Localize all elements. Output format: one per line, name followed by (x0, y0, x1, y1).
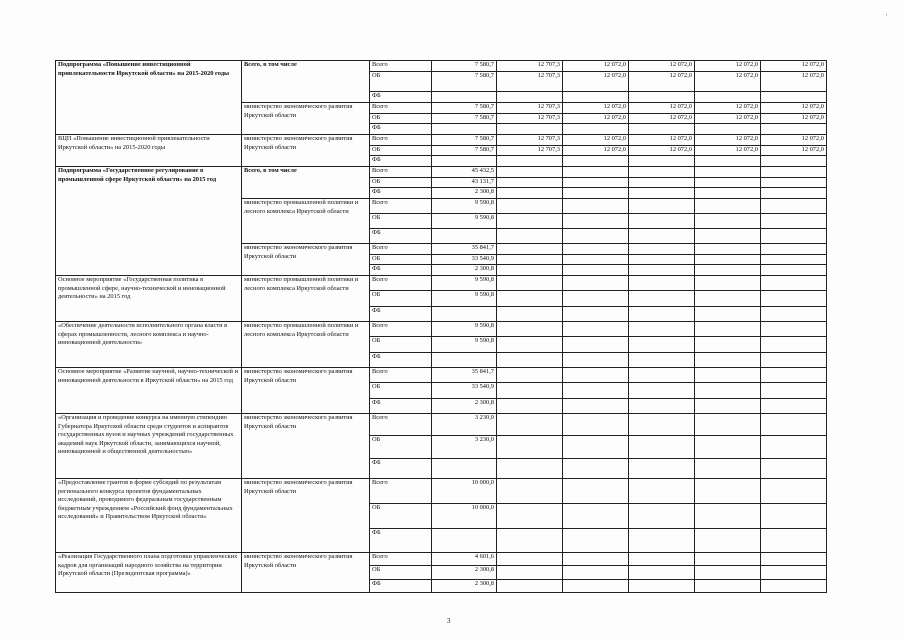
amount-cell (629, 459, 695, 479)
amount-cell (563, 124, 629, 135)
amount-cell (629, 580, 695, 593)
amount-cell (761, 276, 827, 291)
amount-cell (629, 368, 695, 383)
amount-cell (695, 504, 761, 529)
amount-cell: 9 590,8 (432, 199, 497, 214)
amount-cell (497, 188, 563, 199)
amount-cell (497, 265, 563, 276)
amount-cell (695, 188, 761, 199)
amount-cell (761, 459, 827, 479)
amount-cell (695, 459, 761, 479)
amount-cell (761, 322, 827, 337)
amount-cell (497, 337, 563, 353)
amount-cell (563, 580, 629, 593)
program-name-cell: Подпрограмма «Государственное регулирование в промышленной сфере Иркутской области» на 2015 год (56, 167, 242, 276)
amount-cell: 7 580,7 (432, 146, 497, 156)
amount-cell: 12 072,0 (695, 146, 761, 156)
amount-cell: 4 601,6 (432, 553, 497, 566)
amount-cell (497, 504, 563, 529)
amount-cell (629, 199, 695, 214)
budget-source-cell: ОБ (370, 291, 432, 307)
amount-cell (497, 322, 563, 337)
table-row (56, 167, 827, 178)
budget-source-cell: Всего (370, 322, 432, 337)
amount-cell (761, 399, 827, 414)
amount-cell: 12 707,3 (497, 135, 563, 146)
amount-cell: 12 072,0 (629, 135, 695, 146)
amount-cell (761, 580, 827, 593)
amount-cell (695, 156, 761, 167)
budget-source-cell: Всего (370, 167, 432, 178)
amount-cell (761, 229, 827, 244)
executor-cell: министерство экономического развития Иркутской области (242, 135, 370, 167)
amount-cell (695, 383, 761, 399)
amount-cell (695, 307, 761, 322)
budget-source-cell: Всего (370, 135, 432, 146)
amount-cell (563, 459, 629, 479)
amount-cell (432, 307, 497, 322)
amount-cell: 9 590,8 (432, 337, 497, 353)
amount-cell (563, 529, 629, 553)
amount-cell (761, 92, 827, 103)
executor-cell: министерство экономического развития Иркутской области (242, 479, 370, 553)
amount-cell (761, 436, 827, 459)
amount-cell (563, 255, 629, 265)
amount-cell: 12 072,0 (563, 72, 629, 92)
amount-cell: 12 072,0 (695, 61, 761, 72)
amount-cell (497, 353, 563, 368)
amount-cell (497, 214, 563, 229)
amount-cell (563, 307, 629, 322)
amount-cell: 7 580,7 (432, 114, 497, 124)
amount-cell (497, 529, 563, 553)
amount-cell: 12 707,3 (497, 103, 563, 114)
amount-cell: 9 590,8 (432, 214, 497, 229)
amount-cell (432, 529, 497, 553)
amount-cell (563, 553, 629, 566)
amount-cell (497, 291, 563, 307)
amount-cell (629, 188, 695, 199)
budget-source-cell: ОБ (370, 72, 432, 92)
amount-cell (629, 244, 695, 255)
budget-source-cell: Всего (370, 61, 432, 72)
amount-cell: 12 072,0 (761, 103, 827, 114)
amount-cell (563, 188, 629, 199)
table-row (56, 368, 827, 383)
amount-cell: 10 000,0 (432, 479, 497, 504)
budget-source-cell: Всего (370, 276, 432, 291)
amount-cell: 12 072,0 (695, 103, 761, 114)
amount-cell (497, 307, 563, 322)
amount-cell (629, 566, 695, 580)
amount-cell: 7 580,7 (432, 135, 497, 146)
amount-cell: 12 072,0 (563, 135, 629, 146)
amount-cell: 35 841,7 (432, 244, 497, 255)
budget-source-cell: ФБ (370, 529, 432, 553)
amount-cell: 10 000,0 (432, 504, 497, 529)
amount-cell (432, 229, 497, 244)
amount-cell (563, 156, 629, 167)
amount-cell: 12 707,3 (497, 114, 563, 124)
amount-cell (629, 124, 695, 135)
amount-cell (563, 322, 629, 337)
amount-cell (695, 124, 761, 135)
amount-cell (563, 368, 629, 383)
amount-cell: 12 072,0 (695, 135, 761, 146)
amount-cell: 2 300,8 (432, 580, 497, 593)
amount-cell (629, 353, 695, 368)
amount-cell: 12 072,0 (629, 61, 695, 72)
budget-source-cell: Всего (370, 244, 432, 255)
budget-source-cell: ФБ (370, 353, 432, 368)
amount-cell (629, 479, 695, 504)
amount-cell (695, 353, 761, 368)
budget-source-cell: Всего (370, 553, 432, 566)
amount-cell: 12 072,0 (761, 146, 827, 156)
page-number: 3 (447, 617, 451, 625)
program-name-cell: «Реализация Государственного плана подготовки управленческих кадров для организаций народного хозяйства на территории Иркутской области (Президентская программа)» (56, 553, 242, 593)
table-row (56, 61, 827, 72)
budget-source-cell: Всего (370, 103, 432, 114)
amount-cell (629, 265, 695, 276)
amount-cell (695, 436, 761, 459)
amount-cell (629, 383, 695, 399)
amount-cell (629, 229, 695, 244)
amount-cell: 2 300,8 (432, 399, 497, 414)
amount-cell: 3 230,0 (432, 414, 497, 436)
budget-source-cell: ФБ (370, 156, 432, 167)
amount-cell: 12 072,0 (761, 114, 827, 124)
amount-cell (629, 307, 695, 322)
amount-cell: 2 300,8 (432, 265, 497, 276)
program-name-cell: Подпрограмма «Повышение инвестиционной привлекательности Иркутской области» на 2015-2020 годы (56, 61, 242, 135)
amount-cell (629, 414, 695, 436)
executor-cell: министерство промышленной политики и лесного комплекса Иркутской области (242, 322, 370, 368)
amount-cell (695, 92, 761, 103)
amount-cell (761, 353, 827, 368)
amount-cell (629, 92, 695, 103)
amount-cell (695, 178, 761, 188)
executor-cell: министерство экономического развития Иркутской области (242, 244, 370, 276)
program-name-cell: «Обеспечение деятельности исполнительного органа власти в сферах промышленности, лесного комплекса и научно-инновационной деятельности» (56, 322, 242, 368)
amount-cell (432, 353, 497, 368)
amount-cell (761, 124, 827, 135)
budget-source-cell: ФБ (370, 92, 432, 103)
amount-cell (497, 399, 563, 414)
table-row (56, 414, 827, 436)
executor-cell: министерство экономического развития Иркутской области (242, 553, 370, 593)
amount-cell (695, 229, 761, 244)
amount-cell (629, 553, 695, 566)
amount-cell (563, 265, 629, 276)
amount-cell (761, 156, 827, 167)
amount-cell (761, 265, 827, 276)
amount-cell (695, 265, 761, 276)
budget-source-cell: ОБ (370, 255, 432, 265)
amount-cell: 7 580,7 (432, 103, 497, 114)
budget-source-cell: ОБ (370, 146, 432, 156)
amount-cell (761, 529, 827, 553)
amount-cell: 12 072,0 (563, 103, 629, 114)
amount-cell (497, 276, 563, 291)
amount-cell (563, 399, 629, 414)
amount-cell (761, 244, 827, 255)
amount-cell (761, 214, 827, 229)
executor-cell: министерство промышленной политики и лесного комплекса Иркутской области (242, 199, 370, 244)
amount-cell (497, 566, 563, 580)
amount-cell: 12 072,0 (629, 72, 695, 92)
amount-cell (761, 307, 827, 322)
amount-cell: 12 707,3 (497, 72, 563, 92)
budget-source-cell: ФБ (370, 580, 432, 593)
budget-source-cell: Всего (370, 368, 432, 383)
executor-cell: министерство экономического развития Иркутской области (242, 103, 370, 135)
amount-cell (629, 504, 695, 529)
amount-cell (761, 167, 827, 178)
table-row (56, 479, 827, 504)
amount-cell (497, 479, 563, 504)
amount-cell: 33 540,9 (432, 383, 497, 399)
amount-cell (629, 322, 695, 337)
amount-cell (629, 178, 695, 188)
amount-cell (761, 553, 827, 566)
program-name-cell: ВЦП «Повышение инвестиционной привлекательности Иркутской области» на 2015-2020 годы (56, 135, 242, 167)
budget-source-cell: ФБ (370, 307, 432, 322)
budget-source-cell: ОБ (370, 178, 432, 188)
amount-cell (761, 383, 827, 399)
budget-source-cell: ОБ (370, 504, 432, 529)
amount-cell: 12 707,3 (497, 146, 563, 156)
amount-cell (629, 529, 695, 553)
amount-cell (563, 244, 629, 255)
executor-cell: министерство промышленной политики и лесного комплекса Иркутской области (242, 276, 370, 322)
table-row (56, 322, 827, 337)
amount-cell: 2 300,8 (432, 188, 497, 199)
amount-cell (563, 199, 629, 214)
executor-cell: министерство экономического развития Иркутской области (242, 368, 370, 414)
amount-cell (563, 337, 629, 353)
amount-cell (695, 291, 761, 307)
program-name-cell: «Организация и проведение конкурса на именную стипендию Губернатора Иркутской области среди студентов и аспирантов государственных вузов и научных учреждений государственных академий наук Иркутской области, занимающихся научной, инновационной и общественной деятельностью» (56, 414, 242, 479)
amount-cell (629, 167, 695, 178)
amount-cell (497, 199, 563, 214)
amount-cell: 12 072,0 (629, 114, 695, 124)
budget-source-cell: Всего (370, 414, 432, 436)
amount-cell (563, 436, 629, 459)
amount-cell (761, 368, 827, 383)
program-name-cell: Основное мероприятие «Развитие научной, научно-технической и инновационной деятельности в Иркутской области» на 2015 год (56, 368, 242, 414)
amount-cell: 3 230,0 (432, 436, 497, 459)
amount-cell (563, 276, 629, 291)
amount-cell (497, 580, 563, 593)
amount-cell (695, 479, 761, 504)
amount-cell: 9 590,8 (432, 276, 497, 291)
budget-source-cell: ФБ (370, 188, 432, 199)
amount-cell (563, 167, 629, 178)
amount-cell (563, 414, 629, 436)
amount-cell (695, 322, 761, 337)
edge-mark: ' (886, 13, 888, 21)
amount-cell (761, 199, 827, 214)
amount-cell (695, 337, 761, 353)
table-row (56, 276, 827, 291)
amount-cell (695, 214, 761, 229)
amount-cell (563, 504, 629, 529)
table-row (56, 553, 827, 566)
amount-cell (761, 337, 827, 353)
amount-cell (497, 178, 563, 188)
budget-table (55, 60, 827, 593)
amount-cell (563, 383, 629, 399)
amount-cell: 12 072,0 (629, 103, 695, 114)
budget-source-cell: Всего (370, 479, 432, 504)
budget-source-cell: ОБ (370, 436, 432, 459)
executor-cell: Всего, в том числе (242, 167, 370, 199)
budget-source-cell: Всего (370, 199, 432, 214)
budget-source-cell: ОБ (370, 114, 432, 124)
amount-cell: 9 590,8 (432, 322, 497, 337)
budget-source-cell: ФБ (370, 265, 432, 276)
amount-cell: 33 540,9 (432, 255, 497, 265)
amount-cell (497, 92, 563, 103)
amount-cell (497, 459, 563, 479)
amount-cell (629, 399, 695, 414)
amount-cell: 7 580,7 (432, 72, 497, 92)
amount-cell (761, 504, 827, 529)
budget-source-cell: ОБ (370, 566, 432, 580)
amount-cell (563, 229, 629, 244)
executor-cell: министерство экономического развития Иркутской области (242, 414, 370, 479)
amount-cell (497, 436, 563, 459)
budget-source-cell: ФБ (370, 459, 432, 479)
amount-cell: 12 072,0 (563, 146, 629, 156)
amount-cell: 12 072,0 (629, 146, 695, 156)
amount-cell: 12 072,0 (563, 114, 629, 124)
amount-cell: 12 707,3 (497, 61, 563, 72)
amount-cell (497, 156, 563, 167)
amount-cell (629, 276, 695, 291)
amount-cell (695, 399, 761, 414)
budget-source-cell: ФБ (370, 124, 432, 135)
amount-cell: 9 590,8 (432, 291, 497, 307)
amount-cell (761, 188, 827, 199)
amount-cell (761, 255, 827, 265)
program-name-cell: Основное мероприятие «Государственная политика в промышленной сфере, научно-технической и инновационной деятельности» на 2015 год (56, 276, 242, 322)
amount-cell (497, 383, 563, 399)
amount-cell (695, 566, 761, 580)
amount-cell (563, 291, 629, 307)
amount-cell (629, 156, 695, 167)
amount-cell: 2 300,8 (432, 566, 497, 580)
amount-cell (761, 414, 827, 436)
amount-cell (432, 92, 497, 103)
amount-cell (497, 167, 563, 178)
amount-cell (695, 167, 761, 178)
budget-source-cell: ОБ (370, 214, 432, 229)
amount-cell (695, 244, 761, 255)
amount-cell (563, 479, 629, 504)
program-name-cell: «Предоставление грантов в форме субсидий по результатам регионального конкурса проектов фундаментальных исследований, проводимого федеральным государственным бюджетным учреждением «Российский фонд фундаментальных исследований» и Правительством Иркутской области» (56, 479, 242, 553)
amount-cell (497, 553, 563, 566)
budget-source-cell: ФБ (370, 399, 432, 414)
amount-cell: 12 072,0 (761, 135, 827, 146)
amount-cell: 12 072,0 (695, 72, 761, 92)
amount-cell: 35 841,7 (432, 368, 497, 383)
amount-cell: 12 072,0 (761, 72, 827, 92)
amount-cell (695, 580, 761, 593)
amount-cell (497, 255, 563, 265)
amount-cell: 7 580,7 (432, 61, 497, 72)
amount-cell (629, 214, 695, 229)
amount-cell (695, 199, 761, 214)
amount-cell (563, 353, 629, 368)
table-row (56, 135, 827, 146)
amount-cell (695, 553, 761, 566)
amount-cell (629, 337, 695, 353)
amount-cell (629, 291, 695, 307)
amount-cell: 43 131,7 (432, 178, 497, 188)
amount-cell (761, 566, 827, 580)
budget-source-cell: ФБ (370, 229, 432, 244)
amount-cell (497, 124, 563, 135)
amount-cell (695, 276, 761, 291)
amount-cell: 12 072,0 (563, 61, 629, 72)
budget-source-cell: ОБ (370, 383, 432, 399)
budget-source-cell: ОБ (370, 337, 432, 353)
amount-cell (761, 178, 827, 188)
amount-cell (563, 566, 629, 580)
executor-cell: Всего, в том числе (242, 61, 370, 103)
amount-cell (497, 414, 563, 436)
amount-cell (629, 255, 695, 265)
amount-cell: 12 072,0 (761, 61, 827, 72)
amount-cell (497, 368, 563, 383)
amount-cell (497, 244, 563, 255)
amount-cell (497, 229, 563, 244)
amount-cell (432, 156, 497, 167)
amount-cell (695, 368, 761, 383)
amount-cell: 45 432,5 (432, 167, 497, 178)
amount-cell (563, 178, 629, 188)
amount-cell (563, 214, 629, 229)
amount-cell: 12 072,0 (695, 114, 761, 124)
amount-cell (432, 459, 497, 479)
amount-cell (695, 529, 761, 553)
amount-cell (761, 479, 827, 504)
amount-cell (761, 291, 827, 307)
amount-cell (695, 414, 761, 436)
amount-cell (432, 124, 497, 135)
amount-cell (695, 255, 761, 265)
amount-cell (563, 92, 629, 103)
amount-cell (629, 436, 695, 459)
